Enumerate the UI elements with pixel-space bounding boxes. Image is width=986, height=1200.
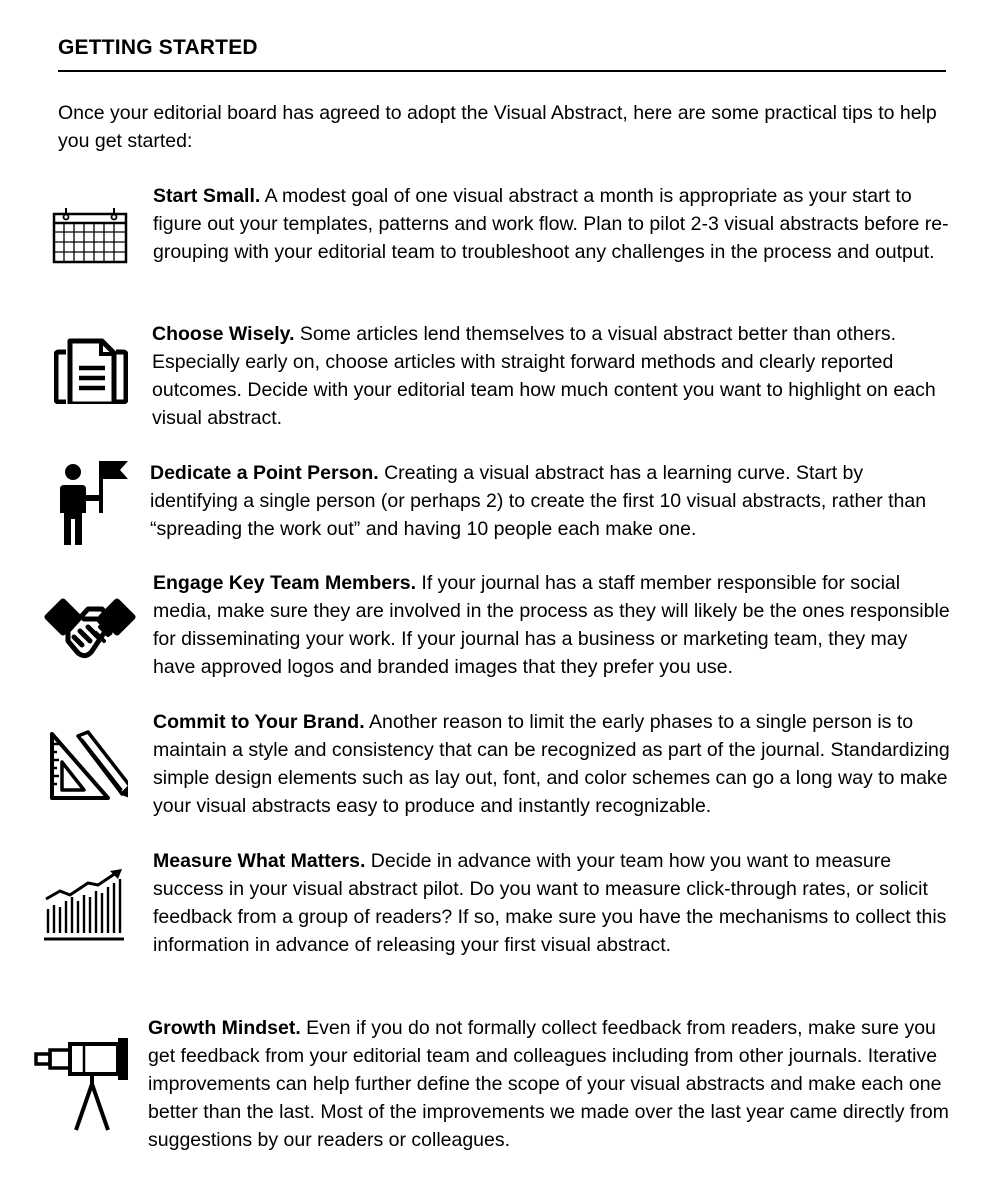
- tip-title: Choose Wisely.: [152, 323, 295, 345]
- tip-body: Another reason to limit the early phases to a single person is to maintain a style and consistency that can be recognized as part of the journal. Standardizing simple design elements such as lay out, font, and color schemes can go a long way to make your visual abstracts easy to produce and instantly recognizable.: [153, 711, 950, 817]
- tip-title: Measure What Matters.: [153, 850, 366, 872]
- tip-text: [153, 182, 953, 266]
- tip-body: If your journal has a staff member responsible for social media, make sure they are involved in the process as they will likely be the ones responsible for disseminating your work. If your journal has a business or marketing team, they may have approved logos and branded images that they prefer you use.: [153, 572, 950, 678]
- intro-paragraph: Once your editorial board has agreed to adopt the Visual Abstract, here are some practical tips to help you get started:: [58, 102, 937, 152]
- tip-title: Start Small.: [153, 185, 261, 207]
- tip-text: [152, 320, 952, 432]
- tip-text: [148, 1014, 958, 1154]
- handshake-icon: [44, 589, 136, 669]
- tip-body: Creating a visual abstract has a learning curve. Start by identifying a single person (or perhaps 2) to create the first 10 visual abstracts, rather than “spreading the work out” and having 10 people each make one.: [150, 462, 927, 540]
- growth-chart-icon: [42, 869, 126, 943]
- telescope-icon: [32, 1034, 132, 1132]
- calendar-icon: [52, 206, 128, 264]
- tip-title: Growth Mindset.: [148, 1017, 301, 1039]
- documents-icon: [54, 338, 128, 404]
- tip-text: [153, 708, 953, 820]
- tip-text: [153, 847, 953, 959]
- tip-text: [153, 569, 953, 681]
- tip-title: Engage Key Team Members.: [153, 572, 416, 594]
- tip-title: Dedicate a Point Person.: [150, 462, 379, 484]
- tip-body: Some articles lend themselves to a visual abstract better than others. Especially early on, choose articles with straight forward methods and clearly reported outcomes. Decide with your editorial team how much content you want to highlight on each visual abstract.: [152, 323, 936, 429]
- tip-title: Commit to Your Brand.: [153, 711, 365, 733]
- section-heading: GETTING STARTED: [58, 36, 258, 59]
- tip-body: A modest goal of one visual abstract a month is appropriate as your start to figure out your templates, patterns and work flow. Plan to pilot 2-3 visual abstracts before re-grouping with your editorial team to troubleshoot any challenges in the process and output.: [153, 185, 949, 263]
- person-flag-icon: [58, 455, 130, 547]
- tip-body: Even if you do not formally collect feedback from readers, make sure you get feedback from your editorial team and colleagues including from other journals. Iterative improvements can help further define the scope of your visual abstracts and make each one better than the last. Most of the improvements we made over the last year came directly from suggestions by our readers or colleagues.: [148, 1017, 949, 1151]
- heading-rule: [58, 70, 946, 72]
- tip-text: [150, 459, 950, 543]
- tip-body: Decide in advance with your team how you want to measure success in your visual abstract pilot. Do you want to measure click-through rates, or solicit feedback from a group of readers? If so, make sure you have the mechanisms to collect this information in advance of releasing your first visual abstract.: [153, 850, 947, 956]
- set-square-pencil-icon: [48, 730, 128, 800]
